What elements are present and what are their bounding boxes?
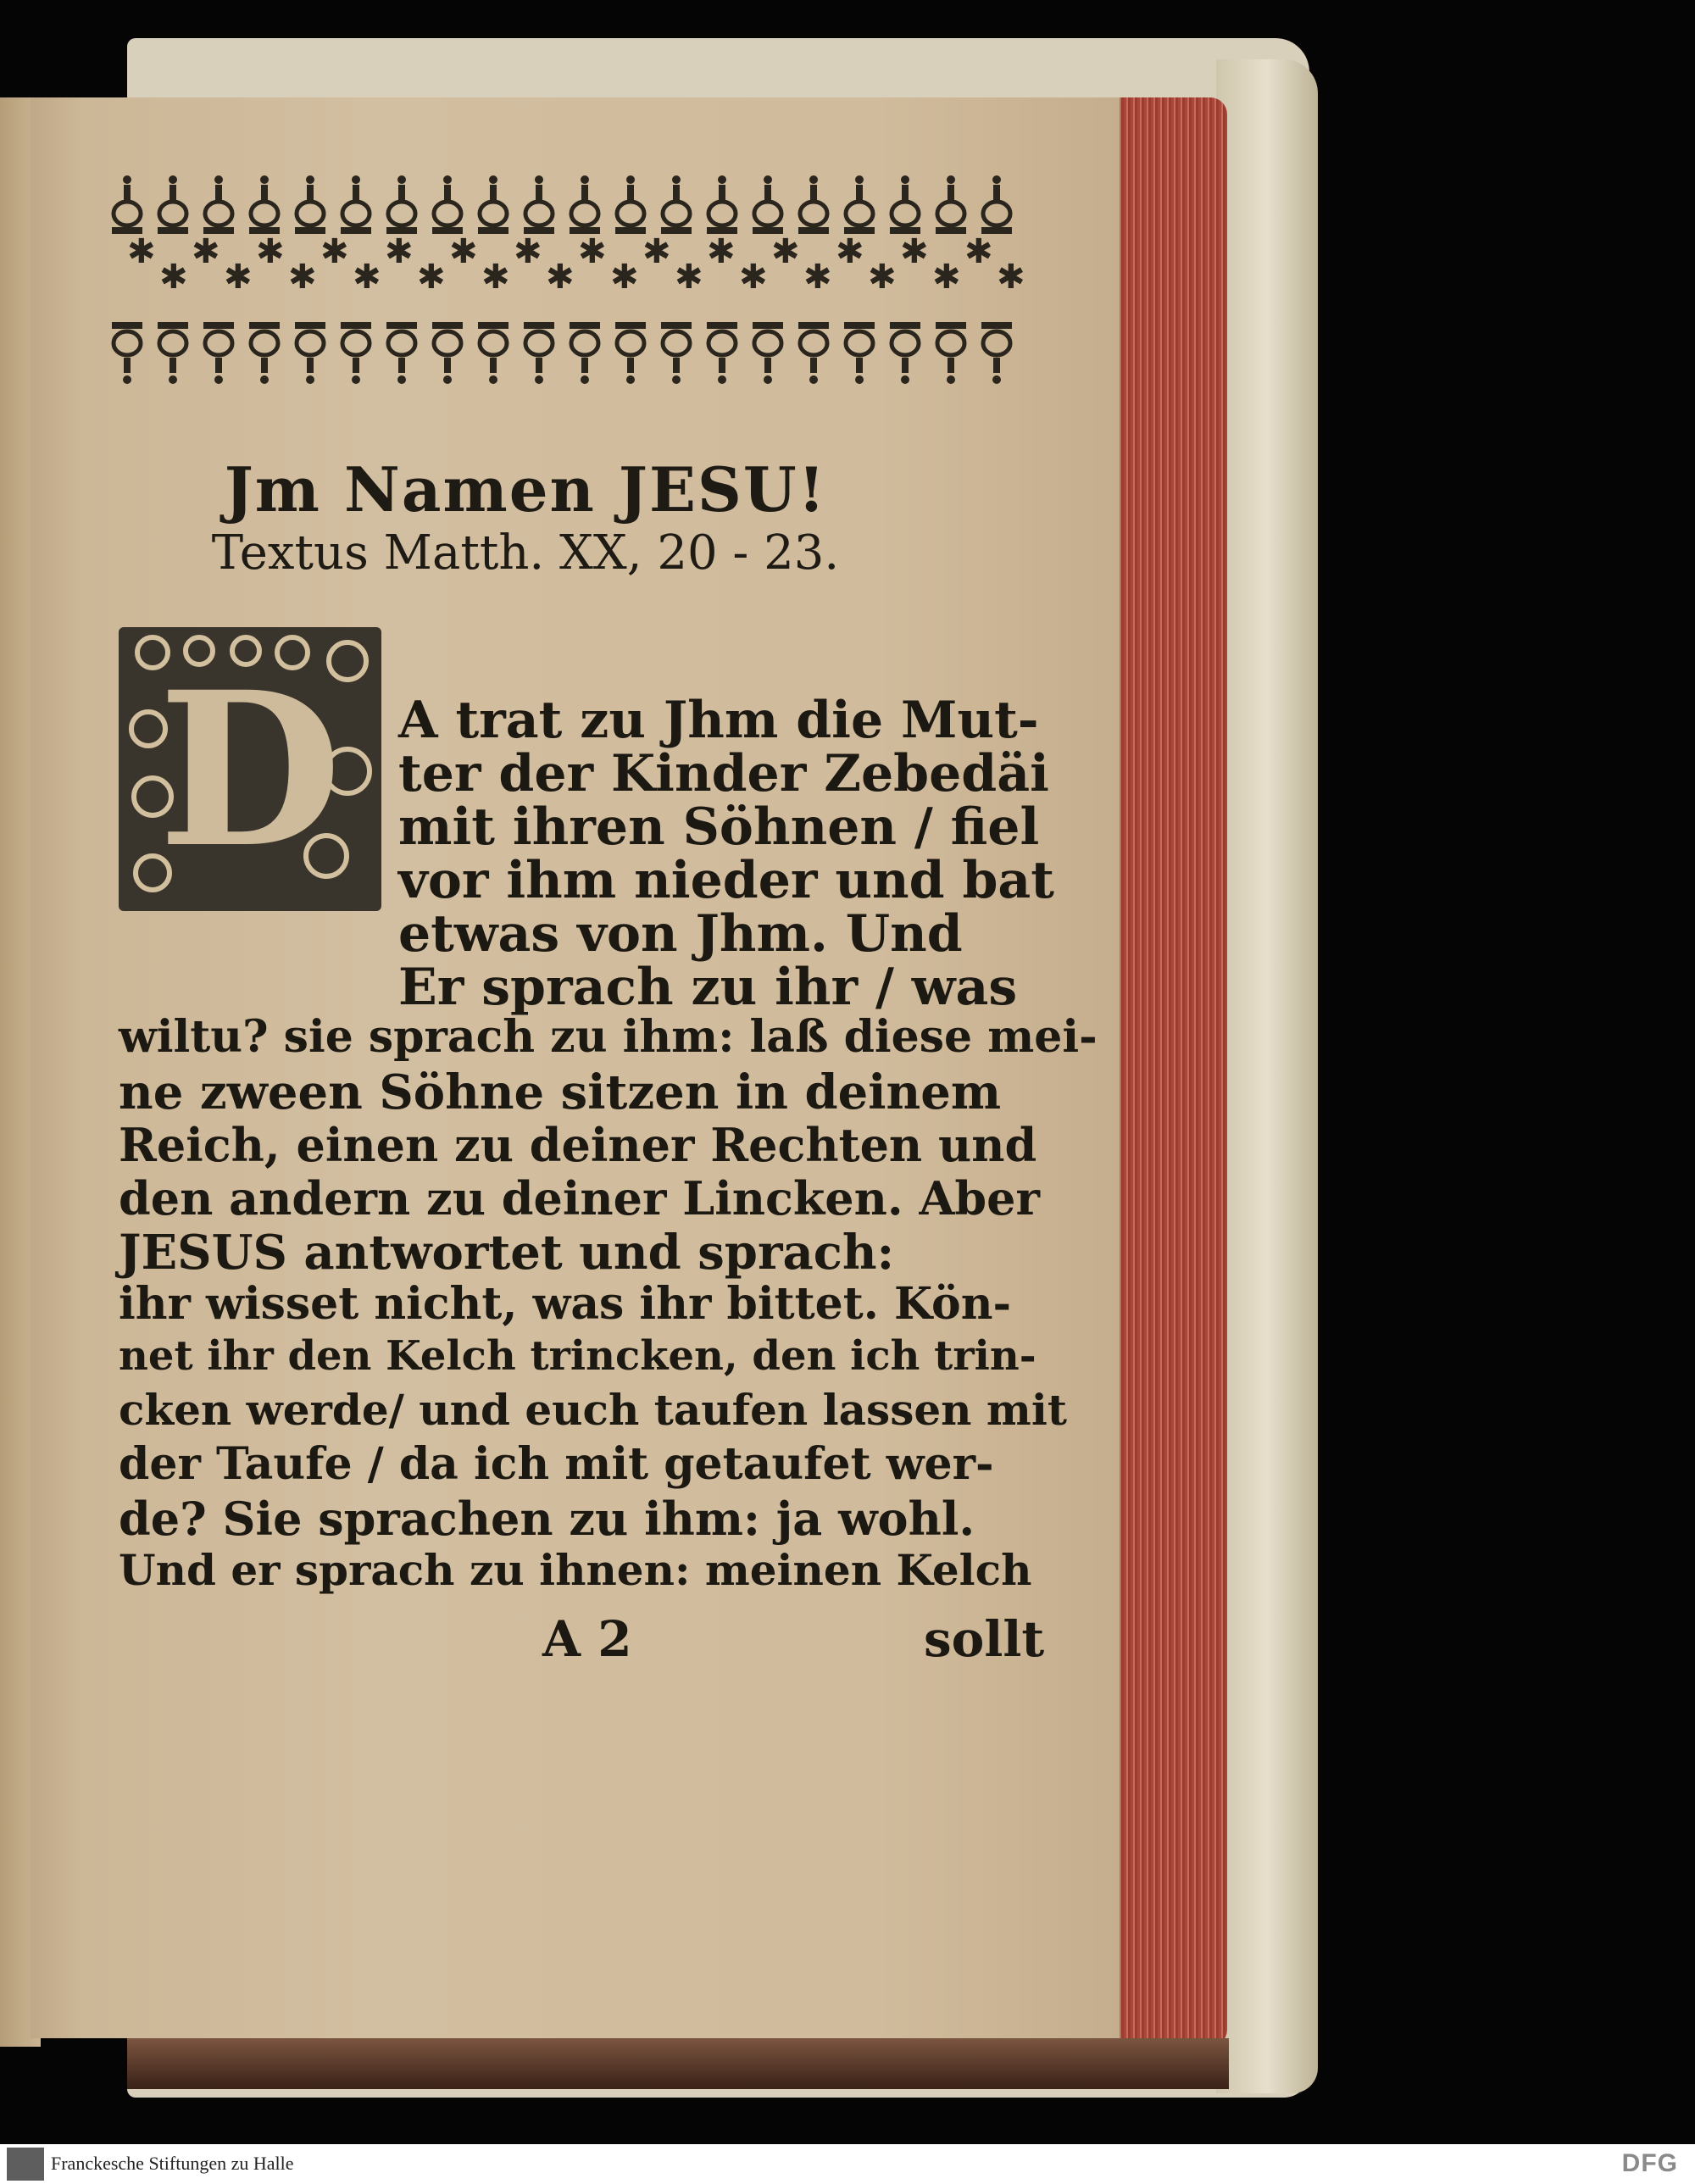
ornament-fleuron: [295, 175, 325, 234]
institution-name: Franckesche Stiftungen zu Halle: [51, 2153, 294, 2174]
text-line-1: A trat zu Jhm die Mut-: [398, 691, 1039, 750]
ornament-fleuron: [203, 322, 234, 384]
ornament-fleuron: [798, 175, 829, 234]
ornament-star-icon: ✱: [868, 258, 897, 297]
ornament-fleuron: [753, 322, 783, 384]
ornament-star-icon: ✱: [997, 258, 1025, 297]
ornament-fleuron: [707, 175, 737, 234]
ornament-fleuron: [890, 322, 920, 384]
red-page-edges: [1117, 97, 1227, 2047]
ornament-fleuron: [661, 175, 692, 234]
ornament-star-icon: ✱: [932, 258, 961, 297]
ornament-star-icon: ✱: [964, 232, 993, 271]
ornament-star-icon: ✱: [256, 232, 285, 271]
ornament-fleuron: [936, 175, 966, 234]
ornament-fleuron: [112, 175, 142, 234]
ornament-fleuron: [936, 322, 966, 384]
ornament-fleuron: [524, 175, 554, 234]
ornament-fleuron: [615, 175, 646, 234]
initial-letter: D: [158, 644, 342, 894]
signature-mark: A 2: [542, 1610, 632, 1668]
ornament-fleuron: [981, 175, 1012, 234]
ornament-fleuron: [249, 322, 280, 384]
ornament-fleuron: [570, 322, 600, 384]
text-line-14: cken werde/ und euch taufen lassen mit: [119, 1385, 1067, 1435]
ornament-star-icon: ✱: [159, 258, 188, 297]
page-heading: Jm Namen JESU!: [224, 453, 827, 525]
ornament-star-icon: ✱: [707, 232, 736, 271]
ornament-star-icon: ✱: [803, 258, 832, 297]
book-bottom-board: [127, 2038, 1229, 2089]
ornament-fleuron: [524, 322, 554, 384]
text-line-13: net ihr den Kelch trincken, den ich trin-: [119, 1332, 1036, 1380]
catchword: sollt: [924, 1610, 1045, 1668]
ornament-fleuron: [249, 175, 280, 234]
text-line-8: ne zween Söhne sitzen in deinem: [119, 1064, 1002, 1120]
text-line-16: de? Sie sprachen zu ihm: ja wohl.: [119, 1492, 975, 1546]
ornament-fleuron: [844, 322, 875, 384]
text-line-3: mit ihren Söhnen / fiel: [398, 797, 1040, 857]
ornament-fleuron: [570, 175, 600, 234]
ornament-star-icon: ✱: [610, 258, 639, 297]
page-subheading: Textus Matth. XX, 20 - 23.: [211, 525, 840, 581]
ornament-star-icon: ✱: [642, 232, 671, 271]
ornament-star-icon: ✱: [385, 232, 414, 271]
ornament-fleuron: [341, 175, 371, 234]
footer-bar: [0, 2144, 1695, 2184]
text-line-6: Er sprach zu ihr / was: [398, 958, 1018, 1017]
book-cover-fore-edge: [1216, 59, 1318, 2093]
ornament-star-icon: ✱: [417, 258, 446, 297]
ornament-star-icon: ✱: [288, 258, 317, 297]
ornament-fleuron: [295, 322, 325, 384]
text-line-12: ihr wisset nicht, was ihr bittet. Kön-: [119, 1278, 1012, 1330]
ornament-star-icon: ✱: [514, 232, 542, 271]
ornament-fleuron: [386, 322, 417, 384]
ornament-star-icon: ✱: [900, 232, 929, 271]
ornament-star-icon: ✱: [127, 232, 156, 271]
ornament-fleuron: [890, 175, 920, 234]
funder-logo: DFG: [1621, 2149, 1678, 2177]
text-line-4: vor ihm nieder und bat: [398, 851, 1055, 910]
ornament-row-stars: [127, 232, 1025, 297]
ornament-fleuron: [798, 322, 829, 384]
institution-logo-icon: [7, 2148, 44, 2181]
ornament-fleuron: [478, 322, 508, 384]
decorated-initial: [119, 627, 381, 911]
ornament-star-icon: ✱: [320, 232, 349, 271]
ornament-fleuron: [615, 322, 646, 384]
ornament-fleuron: [432, 322, 463, 384]
ornament-star-icon: ✱: [449, 232, 478, 271]
ornament-fleuron: [753, 175, 783, 234]
text-line-5: etwas von Jhm. Und: [398, 904, 963, 964]
text-line-17: Und er sprach zu ihnen: meinen Kelch: [119, 1545, 1032, 1595]
text-line-11: JESUS antwortet und sprach:: [119, 1225, 895, 1281]
ornament-fleuron: [203, 175, 234, 234]
ornament-star-icon: ✱: [771, 232, 800, 271]
ornament-star-icon: ✱: [546, 258, 575, 297]
text-line-2: ter der Kinder Zebedäi: [398, 744, 1049, 803]
ornament-fleuron: [158, 322, 188, 384]
ornament-star-icon: ✱: [675, 258, 703, 297]
ornament-fleuron: [432, 175, 463, 234]
ornament-star-icon: ✱: [578, 232, 607, 271]
text-line-9: Reich, einen zu deiner Rechten und: [119, 1118, 1037, 1172]
ornament-fleuron: [707, 322, 737, 384]
ornament-star-icon: ✱: [836, 232, 864, 271]
ornament-row-bottom: [112, 322, 1012, 384]
ornament-row-top: [112, 175, 1012, 234]
ornament-fleuron: [478, 175, 508, 234]
printers-ornament-band: [110, 169, 1025, 407]
ornament-fleuron: [158, 175, 188, 234]
ornament-fleuron: [341, 322, 371, 384]
ornament-fleuron: [112, 322, 142, 384]
ornament-star-icon: ✱: [224, 258, 253, 297]
ornament-star-icon: ✱: [481, 258, 510, 297]
ornament-fleuron: [661, 322, 692, 384]
text-line-15: der Taufe / da ich mit getaufet wer-: [119, 1438, 994, 1490]
ornament-fleuron: [844, 175, 875, 234]
ornament-star-icon: ✱: [192, 232, 220, 271]
ornament-fleuron: [981, 322, 1012, 384]
text-line-7: wiltu? sie sprach zu ihm: laß diese mei-: [119, 1011, 1098, 1063]
ornament-fleuron: [386, 175, 417, 234]
ornament-star-icon: ✱: [353, 258, 381, 297]
ornament-star-icon: ✱: [739, 258, 768, 297]
text-line-10: den andern zu deiner Lincken. Aber: [119, 1171, 1040, 1225]
